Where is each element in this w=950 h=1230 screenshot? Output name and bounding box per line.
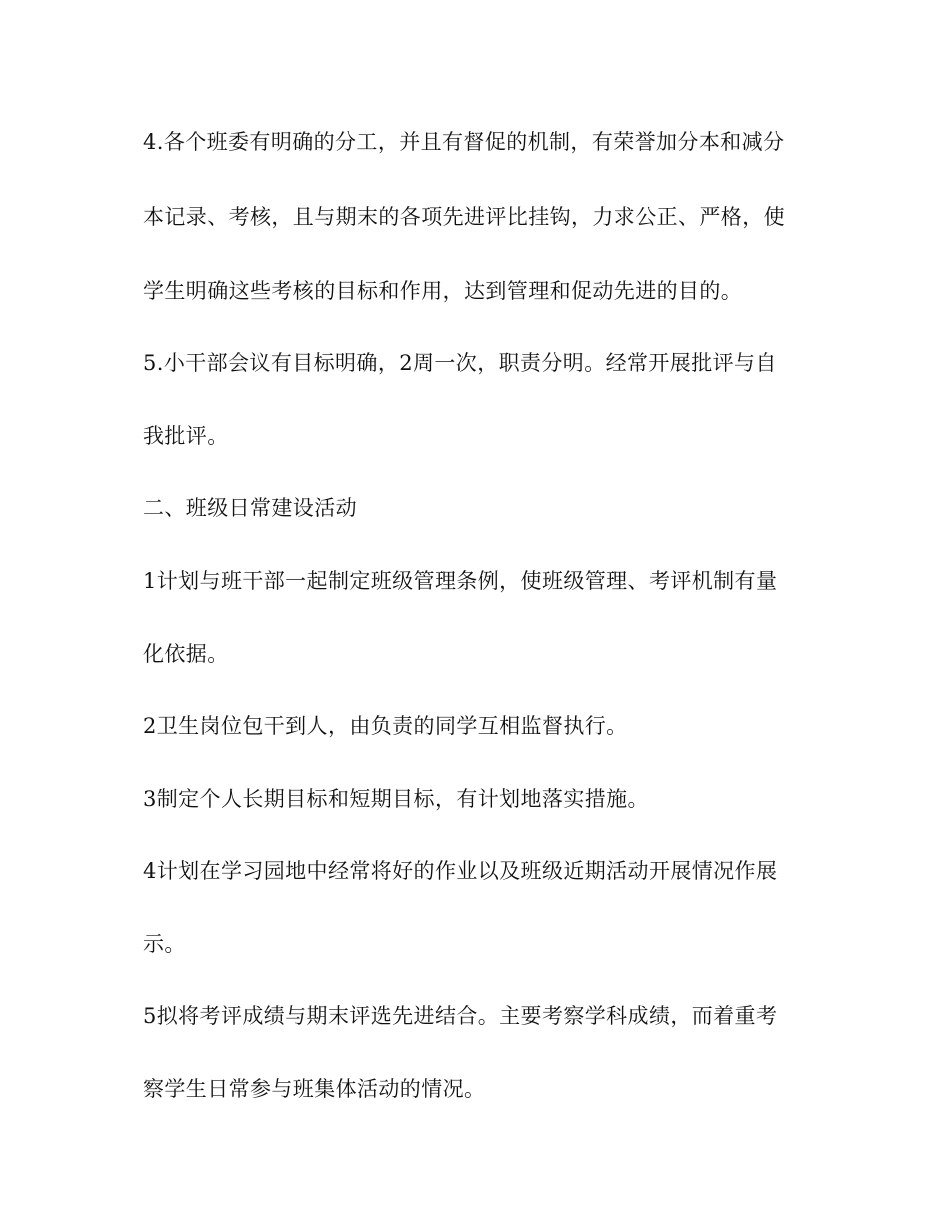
item-1-line-2: 化依据。: [143, 642, 229, 666]
item-5-line-2: 察学生日常参与班集体活动的情况。: [143, 1077, 486, 1101]
item-5-line-1: 5拟将考评成绩与期末评选先进结合。主要考察学科成绩，而着重考: [143, 1004, 778, 1028]
item-1-line-1: 1计划与班干部一起制定班级管理条例，使班级管理、考评机制有量: [143, 569, 778, 593]
paragraph-4-line-3: 学生明确这些考核的目标和作用，达到管理和促动先进的目的。: [143, 279, 743, 303]
paragraph-5-line-2: 我批评。: [143, 424, 229, 448]
paragraph-4-line-2: 本记录、考核，且与期末的各项先进评比挂钩，力求公正、严格，使: [143, 205, 785, 229]
item-3-line-1: 3制定个人长期目标和短期目标，有计划地落实措施。: [143, 787, 649, 811]
item-4-line-1: 4计划在学习园地中经常将好的作业以及班级近期活动开展情况作展: [143, 859, 778, 883]
paragraph-4-line-1: 4.各个班委有明确的分工，并且有督促的机制，有荣誉加分本和减分: [143, 130, 785, 154]
item-4-line-2: 示。: [143, 932, 186, 956]
item-2-line-1: 2卫生岗位包干到人，由负责的同学互相监督执行。: [143, 714, 628, 738]
paragraph-5-line-1: 5.小干部会议有目标明确，2周一次，职责分明。经常开展批评与自: [143, 351, 777, 375]
section-heading: 二、班级日常建设活动: [143, 496, 357, 520]
